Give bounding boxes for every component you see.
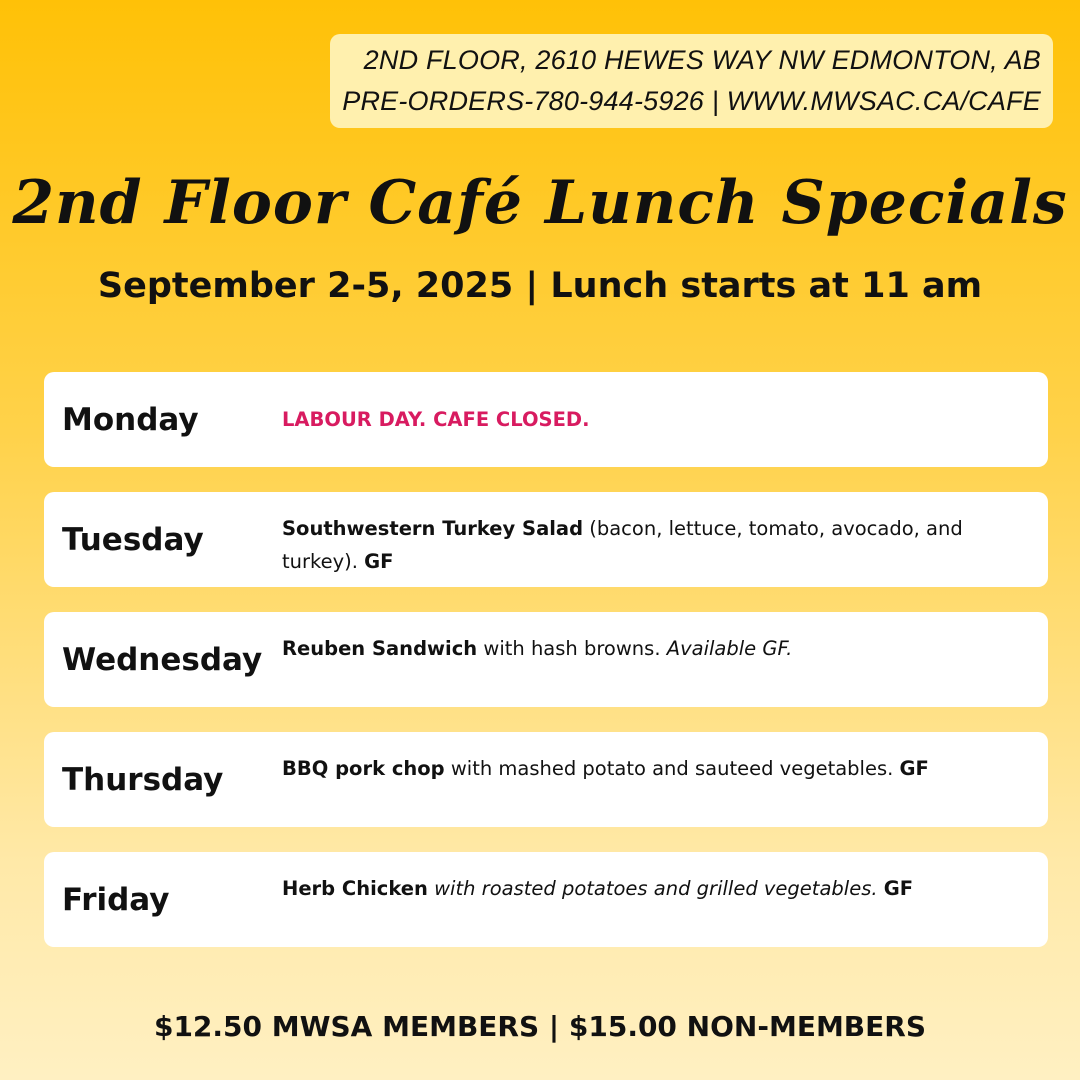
day-label: Tuesday: [62, 521, 204, 558]
menu-description: [282, 632, 1018, 665]
day-label: Thursday: [62, 761, 224, 798]
menu-row-wednesday: [44, 612, 1048, 707]
menu-description: [282, 872, 1018, 905]
menu-description: [282, 752, 1018, 785]
menu-list: [44, 372, 1048, 972]
menu-row-friday: [44, 852, 1048, 947]
dish-name: Southwestern Turkey Salad: [282, 517, 584, 540]
address-line: 2ND FLOOR, 2610 HEWES WAY NW EDMONTON, AB: [363, 45, 1041, 75]
menu-row-monday: [44, 372, 1048, 467]
dish-details: with roasted potatoes and grilled vegetables.: [427, 877, 884, 900]
dish-name: Herb Chicken: [282, 877, 428, 900]
gf-note: Available GF.: [666, 637, 793, 660]
menu-row-tuesday: [44, 492, 1048, 587]
address-box: [330, 34, 1053, 128]
day-label: Friday: [62, 881, 170, 918]
menu-description: [282, 512, 1018, 578]
gf-tag: GF: [899, 757, 929, 780]
preorder-line: PRE-ORDERS-780-944-5926 | WWW.MWSAC.CA/CAFE: [342, 86, 1041, 116]
dish-details: (bacon, lettuce, tomato, avocado, and turkey).: [282, 517, 963, 573]
dish-name: BBQ pork chop: [282, 757, 445, 780]
menu-description: [282, 403, 1018, 436]
gf-tag: GF: [883, 877, 914, 900]
closed-notice: LABOUR DAY. CAFE CLOSED.: [282, 408, 590, 431]
day-label: Wednesday: [62, 641, 263, 678]
page-title: 2nd Floor Café Lunch Specials: [12, 168, 1068, 238]
dish-details: with mashed potato and sauteed vegetables.: [444, 757, 900, 780]
dish-name: Reuben Sandwich: [282, 637, 478, 660]
day-label: Monday: [62, 401, 199, 438]
pricing-footer: $12.50 MWSA MEMBERS | $15.00 NON-MEMBERS: [153, 1010, 927, 1043]
menu-row-thursday: [44, 732, 1048, 827]
gf-tag: GF: [364, 550, 394, 573]
page-subtitle: September 2-5, 2025 | Lunch starts at 11 am: [97, 266, 983, 306]
dish-details: with hash browns.: [477, 637, 667, 660]
